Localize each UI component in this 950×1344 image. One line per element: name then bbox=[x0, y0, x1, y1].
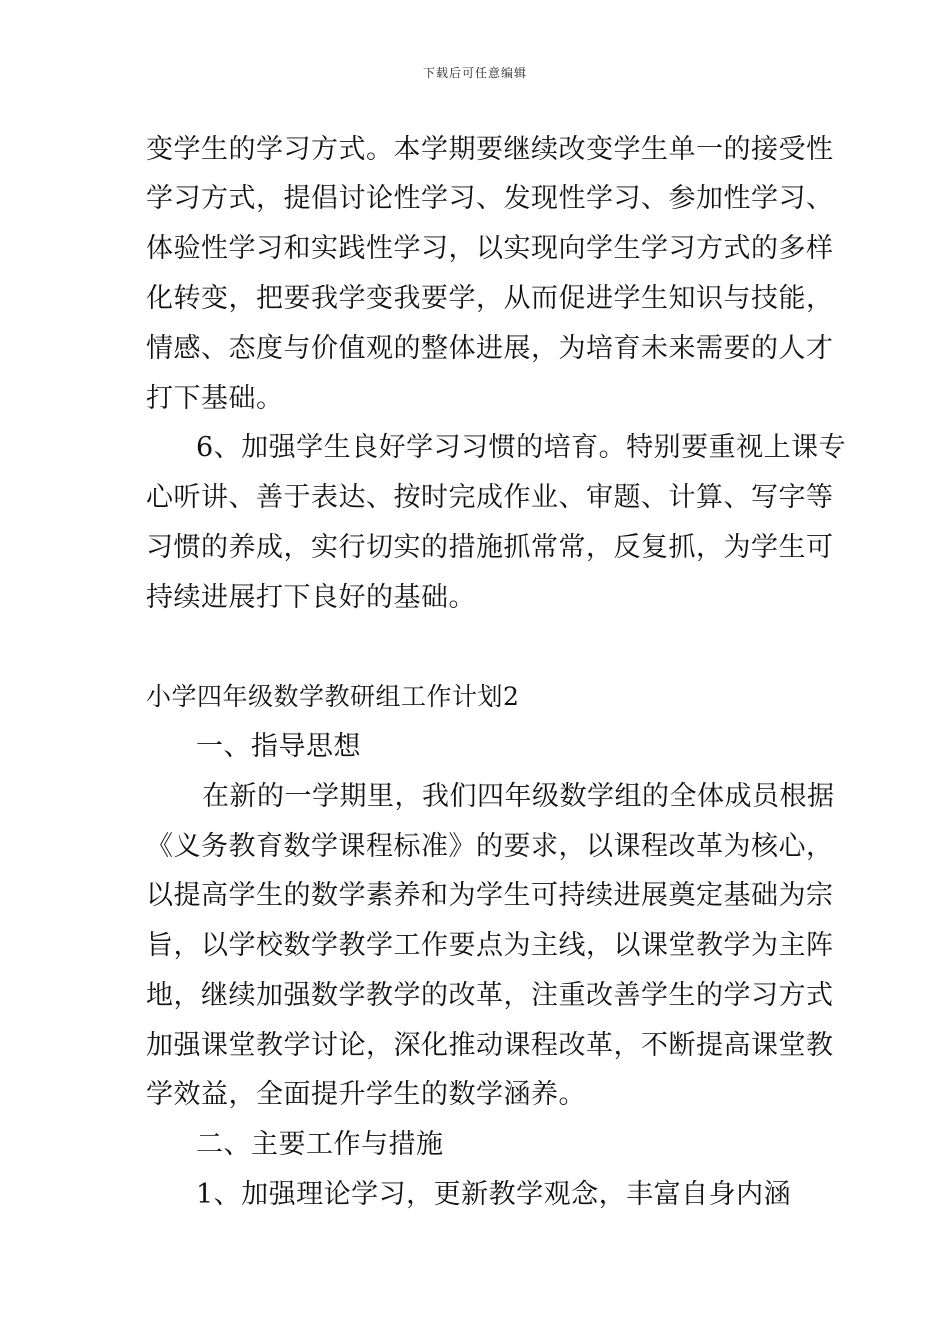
para1-line-5: 情感、态度与价值观的整体进展，为培育未来需要的人才 bbox=[146, 333, 834, 364]
para2-line-3: 习惯的养成，实行切实的措施抓常常，反复抓，为学生可 bbox=[146, 532, 834, 563]
heading-guiding-thought: 一、指导思想 bbox=[196, 731, 361, 762]
para3-line-7: 学效益，全面提升学生的数学涵养。 bbox=[146, 1079, 586, 1110]
page-header: 下载后可任意编辑 bbox=[422, 66, 527, 80]
para3-line-2: 《义务教育数学课程标准》的要求，以课程改革为核心， bbox=[146, 831, 834, 862]
para3-line-6: 加强课堂教学讨论，深化推动课程改革，不断提高课堂教 bbox=[146, 1030, 834, 1061]
heading-main-work: 二、主要工作与措施 bbox=[196, 1129, 444, 1160]
section-title: 小学四年级数学教研组工作计划2 bbox=[146, 682, 520, 711]
para1-line-6: 打下基础。 bbox=[146, 383, 284, 414]
para3-line-4: 旨，以学校数学教学工作要点为主线，以课堂教学为主阵 bbox=[146, 930, 834, 961]
para3-line-3: 以提高学生的数学素养和为学生可持续进展奠定基础为宗 bbox=[146, 880, 834, 911]
para2-line-2: 心听讲、善于表达、按时完成作业、审题、计算、写字等 bbox=[146, 482, 834, 513]
para1-line-2: 学习方式，提倡讨论性学习、发现性学习、参加性学习、 bbox=[146, 183, 834, 214]
para1-line-1: 变学生的学习方式。本学期要继续改变学生单一的接受性 bbox=[146, 134, 834, 165]
para1-line-3: 体验性学习和实践性学习，以实现向学生学习方式的多样 bbox=[146, 233, 834, 264]
para3-line-5: 地，继续加强数学教学的改革，注重改善学生的学习方式 bbox=[146, 980, 834, 1011]
para1-line-4: 化转变，把要我学变我要学，从而促进学生知识与技能， bbox=[146, 283, 834, 314]
para2-line-4: 持续进展打下良好的基础。 bbox=[146, 582, 476, 613]
para2-line-1: 6、加强学生良好学习习惯的培育。特别要重视上课专 bbox=[196, 432, 847, 463]
item-1: 1、加强理论学习，更新教学观念，丰富自身内涵 bbox=[196, 1179, 792, 1210]
para3-line-1: 在新的一学期里，我们四年级数学组的全体成员根据 bbox=[202, 781, 835, 812]
